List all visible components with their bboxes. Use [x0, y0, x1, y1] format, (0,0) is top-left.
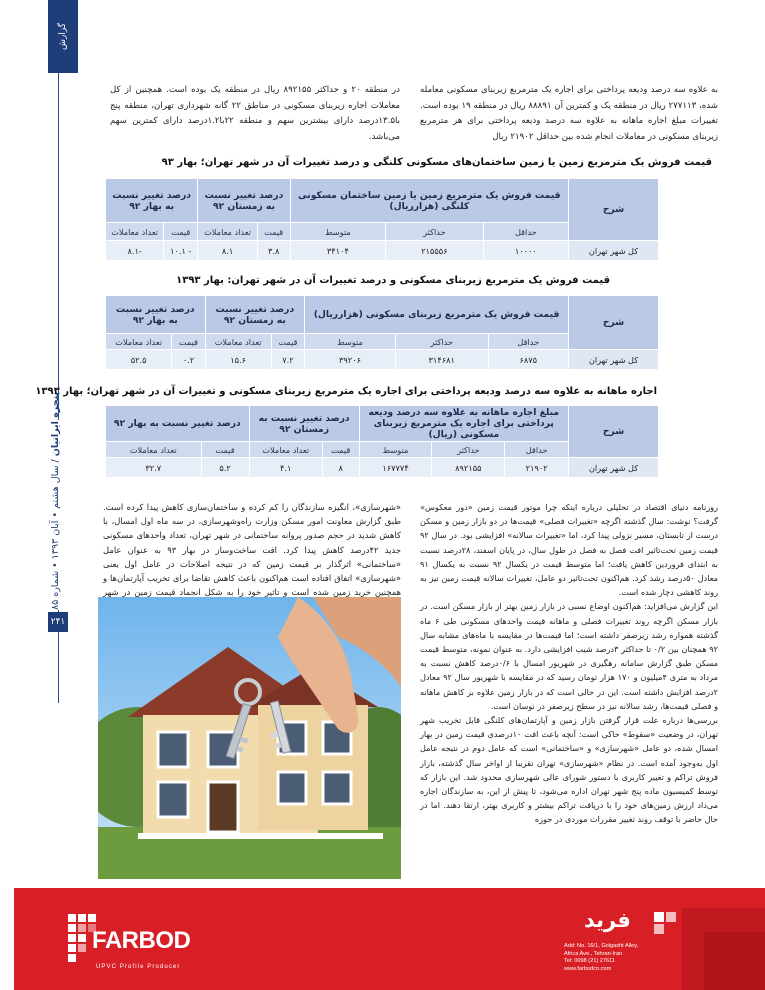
address-line: Add: No. 16/1, Golgasht Alley, [564, 943, 639, 949]
table2-cell: ۳۹۲۰۶ [305, 350, 396, 370]
table3-sub-avg: متوسط [359, 442, 432, 458]
page-number: ۲۴۱ [48, 612, 68, 632]
table2-h-price: قیمت فروش یک مترمربع زیربنای مسکونی (هزارریال) [305, 296, 569, 334]
table3-cell: ۳۲.۷ [106, 458, 202, 478]
table3-h-spring: درصد تغییر نسبت به بهار ۹۲ [106, 406, 250, 442]
table3-sub-max: حداکثر [432, 442, 505, 458]
table3-row-label: کل شهر تهران [569, 458, 659, 478]
house-key-photo [98, 597, 401, 879]
table1-cell: ۳.۸ [257, 241, 290, 261]
table3-sub-price-w: قیمت [322, 442, 359, 458]
address-line: Tel: 0098 (21) 27611 [564, 958, 615, 964]
footer-ad [14, 888, 765, 990]
body-right-p2: این گزارش می‌افزاید: هم‌اکنون اوضاع نسبی در بازار زمین بهتر از بازار مسکن است. در بازار مسکن اگرچه روند تغییرات فصلی و ماهانه قیمت واحدهای مسکونی طی ۶ ماه گذشته همواره رشد زیرصفر داشته است؛ اما قیمت‌ها در مقایسه با ماه‌های مشابه سال ۹۲ همچنان بین ۰/۲ تا حداکثر ۳درصد شیب افزایشی دارد. به عنوان نمونه، متوسط قیمت مسکن طبق گزارش سامانه رهگیری در شهریور امسال با ۰/۶درصد کاهش نسبت به مرداد به متری ۴میلیون و ۱۷۰ هزار تومان رسید که در مقایسه با شهریور سال ۹۲ معادل ۲درصد افزایش داشته است. این در حالی است که در بازار زمین علاوه بر کاهش ماهانه و فصلی قیمت‌ها، رشد سالانه نیز در سطح زیرصفر در نوسان است. [420, 601, 719, 711]
table2-cell: ۱۵.۶ [205, 350, 271, 370]
address-line: Africa Ave., Tehran-Iran [564, 950, 623, 957]
table1-cell: ۱۰۰۰۰ [483, 241, 568, 261]
table1-sub-price-w: قیمت [257, 223, 290, 241]
table2-sub-price-w: قیمت [271, 334, 304, 350]
footer-address [564, 943, 638, 973]
magazine-name: پنجره ایرانیان [50, 391, 61, 457]
footer-corner-block-dark [704, 932, 765, 990]
table1-sub-count-w: تعداد معاملات [198, 223, 257, 241]
table1-h-winter: درصد تغییر نسبت به زمستان ۹۲ [198, 179, 290, 223]
table2-cell: ۰.۲ [172, 350, 205, 370]
table3-title: اجاره ماهانه به علاوه سه درصد ودیعه پرداختی برای اجاره یک مترمربع زیربنای مسکونی و تغییرات آن در شهر تهران؛ بهار ۱۳۹۳ [35, 386, 657, 397]
table3-h-winter: درصد تغییر نسبت به زمستان ۹۲ [249, 406, 359, 442]
issue-number: شماره ۸۵ [50, 570, 61, 610]
table2-sub-max: حداکثر [395, 334, 488, 350]
table1-sub-count-s: تعداد معاملات [106, 223, 164, 241]
table3-sub-price-s: قیمت [201, 442, 249, 458]
table3 [105, 405, 659, 478]
table1-sub-max: حداکثر [386, 223, 483, 241]
issue-line: پنجره ایرانیان / سال هشتم • آبان ۱۳۹۳ • شماره ۸۵ [46, 420, 66, 610]
table1-cell: -۸.۱ [106, 241, 164, 261]
table2-cell: ۳۱۴۶۸۱ [395, 350, 488, 370]
intro-left [110, 83, 400, 146]
table2 [105, 295, 659, 370]
table3-sub-min: حداقل [505, 442, 569, 458]
table2-title: قیمت فروش یک مترمربع زیربنای مسکونی و درصد تغییرات آن در شهر تهران: بهار ۱۳۹۳ [176, 275, 610, 286]
table2-h-spring: درصد تغییر نسبت به بهار ۹۲ [106, 296, 206, 334]
table1-h-spring: درصد تغییر نسبت به بهار ۹۲ [106, 179, 198, 223]
fared-wordmark: فرید [584, 908, 631, 932]
body-left-text: «شهرسازی»، انگیزه سازندگان را کم کرده و ساختمان‌سازی کاهش پیدا کرده است. طبق گزارش معاونت امور مسکن وزارت راه‌وشهرسازی، در سه ماه اول امسال، با کاهش شدید در حجم صدور پروانه ساختمانی در شهر تهران، تعداد واحدهای مسکونی جدید ۴۲درصد کاهش پیدا کرد. افت ساخت‌وساز در بهار ۹۳ به عنوان عامل «ساختمانی» اثرگذار بر قیمت زمین که در نتیجه اصلاحات در عامل اول یعنی «شهرسازی» اتفاق افتاده است هم‌اکنون باعث کاهش تقاضا برای تخریب آپارتمان‌ها و همچنین خرید زمین شده است و تاثیر خود را به شکل انجماد قیمت زمین در شهر [103, 502, 401, 598]
table1-cell: ۸.۱ [198, 241, 257, 261]
table3-cell: ۴.۱ [249, 458, 322, 478]
table2-sub-count-w: تعداد معاملات [205, 334, 271, 350]
table2-sub-count-s: تعداد معاملات [106, 334, 172, 350]
table2-h-desc: شرح [569, 296, 659, 350]
brand-name: FARBOD [92, 927, 191, 954]
table2-cell: ۵۲.۵ [106, 350, 172, 370]
table1-h-price: قیمت فروش یک مترمربع زمین یا زمین ساختمان مسکونی کلنگی (هزارریال) [290, 179, 568, 223]
table3-cell: ۲۱۹۰۲ [505, 458, 569, 478]
table2-sub-avg: متوسط [305, 334, 396, 350]
section-tab [48, 0, 78, 73]
section-tab-label: گزارش [58, 22, 68, 51]
table1-sub-avg: متوسط [290, 223, 386, 241]
table2-sub-price-s: قیمت [172, 334, 205, 350]
table2-h-winter: درصد تغییر نسبت به زمستان ۹۲ [205, 296, 305, 334]
issue-date: آبان ۱۳۹۳ [50, 520, 61, 560]
brand-tagline: UPVC Profile Producer [96, 964, 181, 970]
magazine-year: سال هشتم [50, 465, 61, 509]
table1-h-desc: شرح [569, 179, 659, 241]
table1-title: قیمت فروش یک مترمربع زمین یا زمین ساختمان‌های مسکونی کلنگی و درصد تغییرات آن در شهر تهران؛ بهار ۹۳ [161, 157, 712, 168]
table3-cell: ۱۶۷۷۷۴ [359, 458, 432, 478]
table2-cell: ۷.۲ [271, 350, 304, 370]
table3-h-price: مبلغ اجاره ماهانه به علاوه سه درصد ودیعه پرداختی برای اجاره یک مترمربع زیربنای مسکونی (ریال) [359, 406, 568, 442]
table1-cell: - ۱۰.۱ [164, 241, 198, 261]
table3-sub-count-w: تعداد معاملات [249, 442, 322, 458]
table3-cell: ۸ [322, 458, 359, 478]
farbod-logo [66, 904, 246, 976]
body-right [420, 500, 718, 827]
intro-right [420, 83, 718, 146]
table1-cell: ۳۴۱۰۴ [290, 241, 386, 261]
table1-sub-price-s: قیمت [164, 223, 198, 241]
table1-row-label: کل شهر تهران [569, 241, 659, 261]
table3-sub-count-s: تعداد معاملات [106, 442, 202, 458]
table1-sub-min: حداقل [483, 223, 568, 241]
table3-cell: ۵.۲ [201, 458, 249, 478]
body-right-p1: روزنامه دنیای اقتصاد در تحلیلی درباره اینکه چرا موتور قیمت زمین «دور معکوس» گرفت؟ نوشت: سال گذشته اگرچه «تغییرات فصلی» قیمت‌ها در دو بازار زمین و مسکن درست از تابستان، مسیر نزولی پیدا کرد، اما «تغییرات سالانه» افزایشی بود. در سال ۹۲ قیمت زمین تحت‌تاثیر افت فصل به فصل در طول سال، در پایان اسفند، ۲۸درصد نسبت به ابتدای فروردین کاهش یافت؛ اما متوسط قیمت در یکسال ۹۲ نسبت به یکسال ۹۱ معادل ۵۰درصد رشد کرد. هم‌اکنون تحت‌تاثیر دو عامل، تغییرات سالانه قیمت زمین نیز به روند کاهشی دچار شده است. [420, 502, 719, 598]
table1-cell: ۲۱۵۵۵۶ [386, 241, 483, 261]
intro-left-text: در منطقه ۲۰ و حداکثر ۸۹۲۱۵۵ ریال در منطقه یک بوده است. همچنین از کل معاملات اجاره زیربنای مسکونی در مناطق ۲۲ گانه شهرداری تهران، منطقه پنج با۱۳.۵درصد دارای بیشترین سهم و منطقه ۲۲با۱.۲درصد دارای کمترین سهم می‌باشد. [110, 85, 401, 143]
address-line: www.farbodco.com [564, 965, 612, 972]
body-right-p3: بررسی‌ها درباره علت قرار گرفتن بازار زمین و آپارتمان‌های کلنگی قابل تخریب شهر تهران، در وضعیت «سقوط» حاکی است: آنچه باعث افت ۱۰درصدی قیمت زمین در بهار امسال شده، دو عامل «شهرسازی» و «ساختمانی» است که عامل دوم در نتیجه عامل اول به‌وجود آمده است. در نظام «شهرسازی» تهران تقریبا از اواخر سال گذشته، بازار فروش تراکم و تغییر کاربری با دستور شورای عالی شهرسازی محدود شد. این بازار که توسط کمیسیون ماده پنج شهر تهران اداره می‌شود، تا پیش از این، به سازندگان اجازه می‌داد ارزش زمین‌های خود را با دریافت تراکم بیشتر و کاربری بهتر، ارتقا دهند. اما در حال حاضر با توقف روند تغییر مقررات موردی در حوزه [420, 715, 718, 825]
table2-sub-min: حداقل [488, 334, 568, 350]
table3-cell: ۸۹۲۱۵۵ [432, 458, 505, 478]
intro-right-text: به علاوه سه درصد ودیعه پرداختی برای اجاره یک مترمربع زیربنای مسکونی معامله شده، ۲۷۷۱۱۳ ریال در منطقه یک و کمترین آن ۸۸۸۹۱ ریال در منطقه ۱۹ بوده است. تغییرات مبلغ اجاره ماهانه به علاوه سه درصد ودیعه پرداختی برای هر مترمربع زیربنای مسکونی در معاملات انجام شده بین حداقل ۲۱۹۰۲ ریال [420, 85, 718, 143]
table2-row-label: کل شهر تهران [569, 350, 659, 370]
fared-mark-icon [652, 910, 678, 936]
table2-cell: ۶۸۷۵ [488, 350, 568, 370]
fared-logo [552, 902, 672, 942]
table1 [105, 178, 659, 261]
table3-h-desc: شرح [569, 406, 659, 458]
